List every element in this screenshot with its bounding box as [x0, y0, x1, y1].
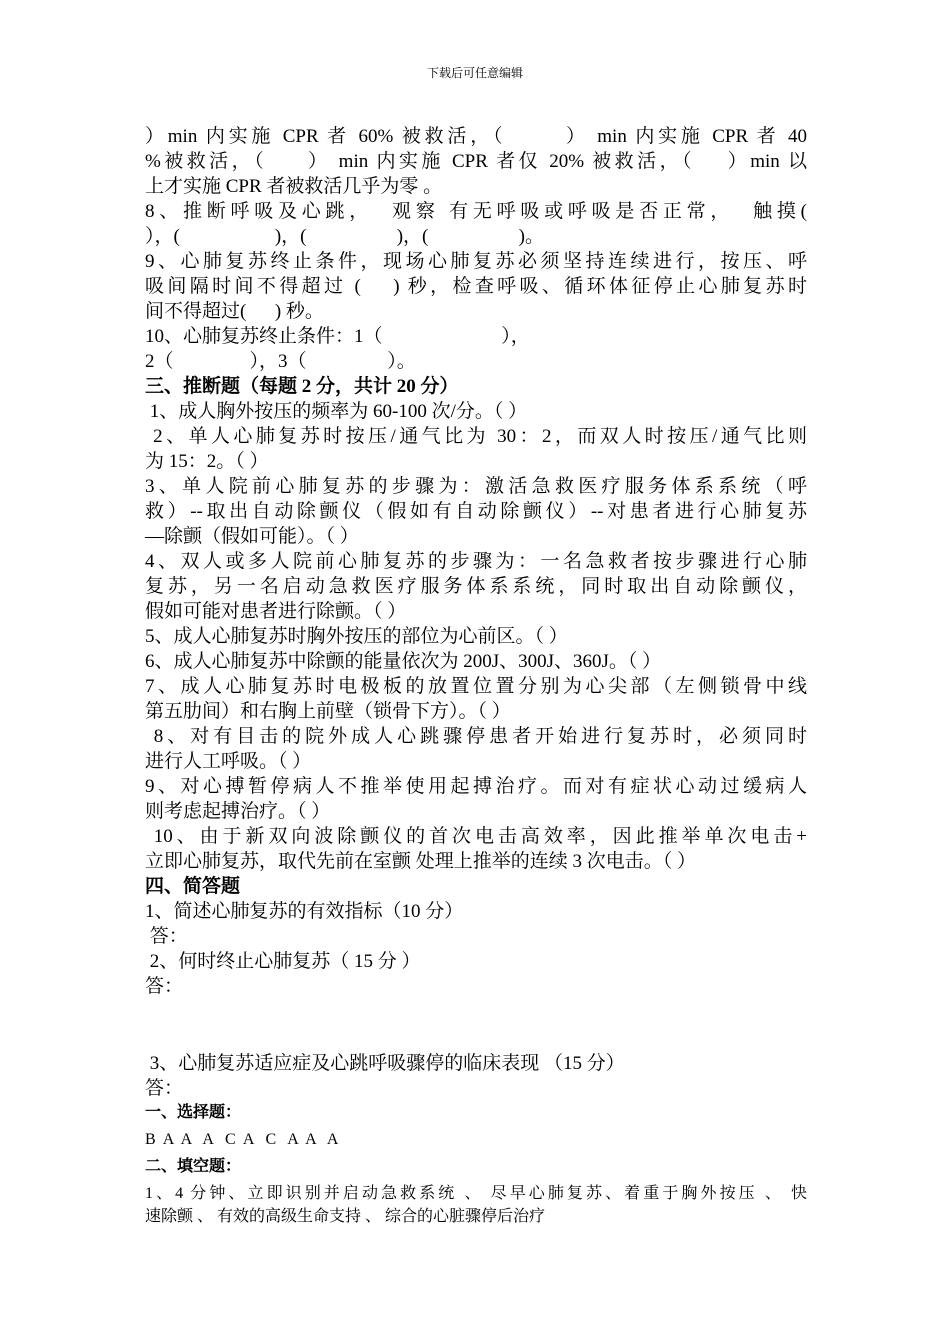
section-title-short-answer: 四、简答题: [145, 876, 241, 897]
question-line: 救）--取出自动除颤仪（假如有自动除颤仪）--对患者进行心肺复苏: [145, 501, 807, 522]
answer-section-choice: 一、选择题：: [145, 1104, 242, 1121]
text-line: 9、心肺复苏终止条件，现场心肺复苏必须坚持连续进行，按压、呼: [145, 251, 807, 272]
question-line: 则考虑起搏治疗。（ ）: [145, 801, 331, 822]
answer-section-fill: 二、填空题：: [145, 1158, 242, 1175]
question-line: 立即心肺复苏，取代先前在室颤 处理上推举的连续 3 次电击。（ ）: [145, 851, 697, 872]
text-line: ）min 内实施 CPR 者 60% 被救活，（ ） min 内实施 CPR 者 40: [145, 126, 807, 147]
question-line: 3、心肺复苏适应症及心跳呼吸骤停的临床表现 （15 分）: [145, 1053, 625, 1074]
text-line: 2（ ），3（ ）。: [145, 351, 416, 372]
question-line: 6、成人心肺复苏中除颤的能量依次为 200J、300J、360J。（ ）: [145, 651, 662, 672]
question-line: 2、何时终止心肺复苏（ 15 分 ）: [145, 951, 421, 972]
text-line: 间不得超过( ) 秒。: [145, 301, 324, 322]
question-line: 4、双人或多人院前心肺复苏的步骤为：一名急救者按步骤进行心肺: [145, 551, 807, 572]
text-line: 上才实施 CPR 者被救活几乎为零 。: [145, 176, 443, 197]
text-line: 8、推断呼吸及心跳， 观察 有无呼吸或呼吸是否正常， 触摸(: [145, 201, 807, 222]
question-line: 进行人工呼吸。（ ）: [145, 751, 312, 772]
question-line: 7、成人心肺复苏时电极板的放置位置分别为心尖部（左侧锁骨中线: [145, 676, 807, 697]
question-line: 1、成人胸外按压的频率为 60-100 次/分。（ ）: [145, 401, 528, 422]
question-line: 8、对有目击的院外成人心跳骤停患者开始进行复苏时，必须同时: [145, 726, 807, 747]
text-line: 吸间隔时间不得超过 ( ) 秒，检查呼吸、循环体征停止心肺复苏时: [145, 276, 807, 297]
choice-answers: B A A A C A C A A A: [145, 1131, 339, 1148]
question-line: 第五肋间）和右胸上前壁（锁骨下方）。（ ）: [145, 701, 511, 722]
answer-space: [145, 999, 807, 1051]
question-line: 2、单人心肺复苏时按压/通气比为 30：2，而双人时按压/通气比则: [145, 426, 807, 447]
fill-answer-line: 1、4 分钟、立即识别并启动急救系统 、 尽早心肺复苏、着重于胸外按压 、 快: [145, 1185, 807, 1202]
question-line: 10、由于新双向波除颤仪的首次电击高效率，因此推举单次电击+: [145, 826, 807, 847]
question-line: 复苏，另一名启动急救医疗服务体系系统，同时取出自动除颤仪，: [145, 576, 807, 597]
page-header: 下载后可任意编辑: [426, 66, 523, 80]
answer-label: 答：: [145, 926, 188, 947]
text-line: %被救活，（ ） min 内实施 CPR 者仅 20% 被救活，（ ）min 以: [145, 151, 807, 172]
text-line: 10、心肺复苏终止条件：1（ ），: [145, 326, 530, 347]
section-title-judgement: 三、推断题（每题 2 分，共计 20 分）: [145, 376, 459, 397]
answer-label: 答：: [145, 1078, 184, 1099]
question-line: 5、成人心肺复苏时胸外按压的部位为心前区。（ ）: [145, 626, 568, 647]
fill-answer-line: 速除颤 、 有效的高级生命支持 、 综合的心脏骤停后治疗: [145, 1208, 546, 1225]
answer-label: 答：: [145, 976, 184, 997]
question-line: —除颤（假如可能）。（ ）: [145, 526, 359, 547]
question-line: 9、对心搏暂停病人不推举使用起搏治疗。而对有症状心动过缓病人: [145, 776, 807, 797]
question-line: 3、单人院前心肺复苏的步骤为：激活急救医疗服务体系系统（呼: [145, 476, 807, 497]
question-line: 假如可能对患者进行除颤。（ ）: [145, 601, 407, 622]
question-line: 1、简述心肺复苏的有效指标（10 分）: [145, 901, 464, 922]
question-line: 为 15：2。（ ）: [145, 451, 269, 472]
document-body: [145, 124, 807, 1228]
text-line: ），( )，( )，( )。: [145, 226, 544, 247]
